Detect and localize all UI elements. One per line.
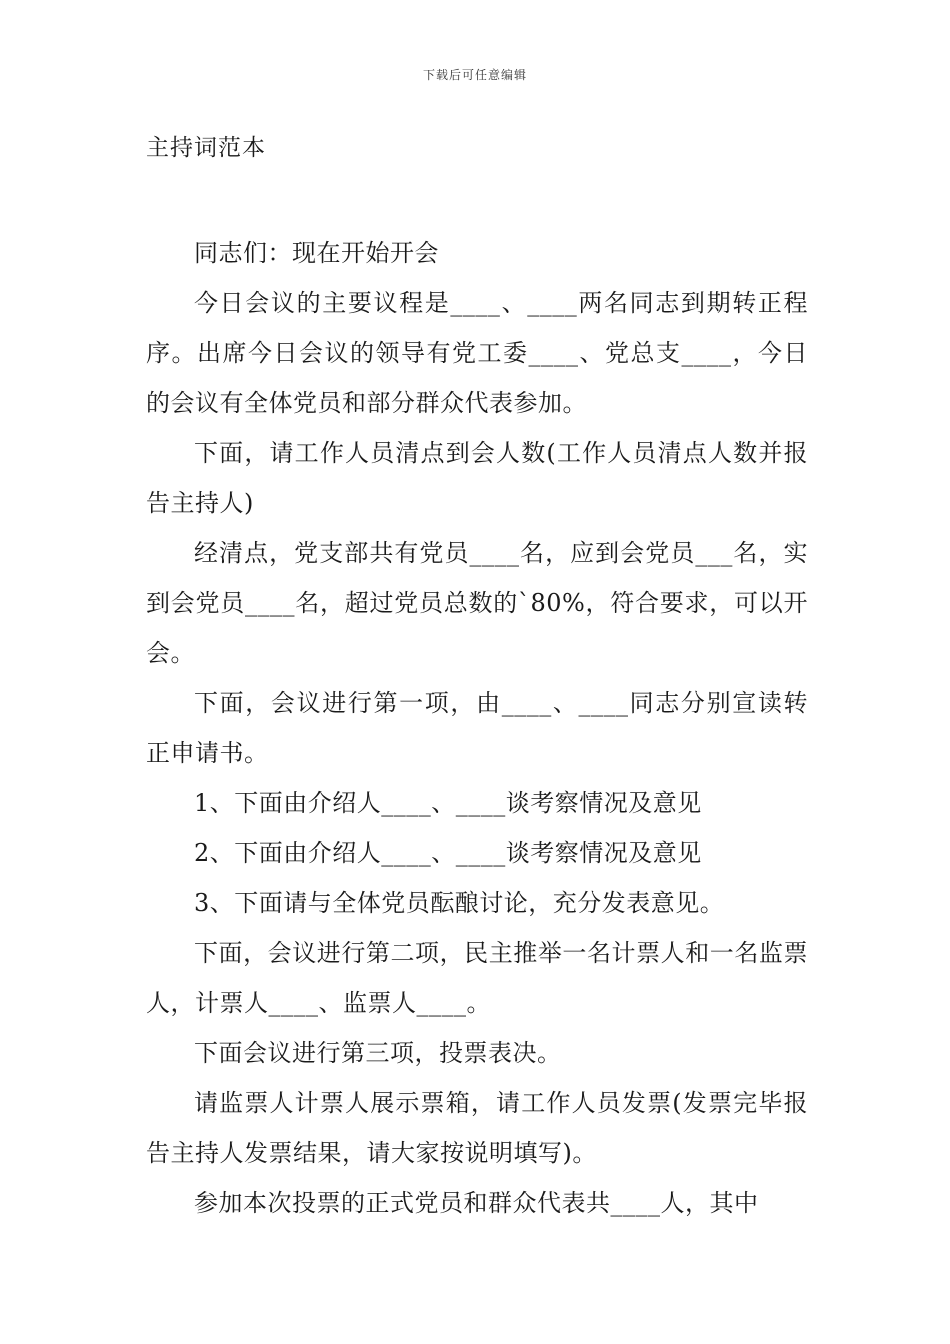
paragraph: 下面，请工作人员清点到会人数(工作人员清点人数并报告主持人) <box>146 439 808 517</box>
paragraph: 参加本次投票的正式党员和群众代表共____人，其中 <box>194 1189 759 1217</box>
paragraph: 同志们：现在开始开会 <box>194 239 439 267</box>
paragraph: 下面会议进行第三项，投票表决。 <box>194 1039 562 1067</box>
document-title: 主持词范本 <box>146 135 266 161</box>
paragraph: 下面，会议进行第一项，由____、____同志分别宣读转正申请书。 <box>146 689 808 767</box>
paragraph: 下面，会议进行第二项，民主推举一名计票人和一名监票人，计票人____、监票人____。 <box>146 939 808 1017</box>
list-item: 2、下面由介绍人____、____谈考察情况及意见 <box>194 839 702 867</box>
paragraph: 今日会议的主要议程是____、____两名同志到期转正程序。出席今日会议的领导有党工委____、党总支____，今日的会议有全体党员和部分群众代表参加。 <box>146 289 808 417</box>
paragraph: 请监票人计票人展示票箱，请工作人员发票(发票完毕报告主持人发票结果，请大家按说明填写)。 <box>146 1089 808 1167</box>
paragraph: 经清点，党支部共有党员____名，应到会党员___名，实到会党员____名，超过党员总数的`80%，符合要求，可以开会。 <box>146 539 808 667</box>
list-item: 3、下面请与全体党员酝酿讨论，充分发表意见。 <box>194 889 725 917</box>
list-item: 1、下面由介绍人____、____谈考察情况及意见 <box>194 789 702 817</box>
document-body <box>146 228 808 1228</box>
header-note: 下载后可任意编辑 <box>422 68 527 82</box>
